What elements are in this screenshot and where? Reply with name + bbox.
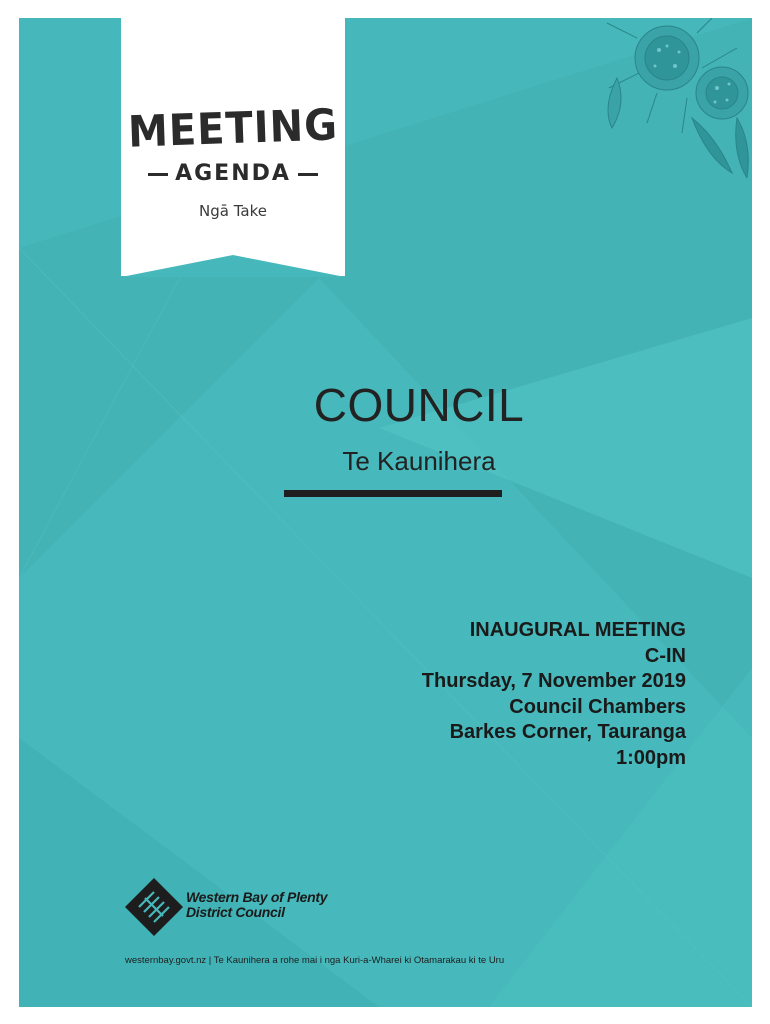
meeting-location: Barkes Corner, Tauranga: [449, 721, 686, 743]
meeting-details: [422, 618, 686, 771]
meeting-venue: Council Chambers: [509, 695, 686, 718]
organisation-name: [186, 890, 327, 920]
meeting-type: INAUGURAL MEETING: [469, 619, 686, 641]
meeting-time: 1:00pm: [615, 746, 686, 769]
agenda-cover-page: [19, 18, 752, 1007]
maori-subtitle: Ngā Take: [199, 202, 267, 220]
organisation-name-line2: District Council: [186, 904, 285, 920]
organisation-name-line1: Western Bay of Plenty: [186, 889, 328, 905]
title-underline: [284, 490, 502, 497]
meeting-agenda-banner: [121, 18, 345, 276]
dash-left: [148, 173, 168, 176]
meeting-heading: MEETING: [127, 100, 339, 158]
footer-tagline: westernbay.govt.nz | Te Kaunihera a rohe mai i nga Kuri-a-Wharei ki Otamarakau ki te Uru: [125, 955, 505, 966]
committee-title: COUNCIL: [313, 379, 525, 431]
meeting-code: C-IN: [644, 644, 686, 667]
committee-maori-title: Te Kaunihera: [342, 446, 496, 476]
meeting-date: Thursday, 7 November 2019: [421, 670, 686, 692]
dash-right: [298, 173, 318, 176]
wbop-logo-icon: [123, 876, 185, 938]
agenda-heading: [121, 161, 345, 186]
banner-notch: [121, 255, 345, 277]
pohutukawa-flower-decoration: [597, 18, 752, 178]
agenda-word: AGENDA: [175, 161, 291, 186]
